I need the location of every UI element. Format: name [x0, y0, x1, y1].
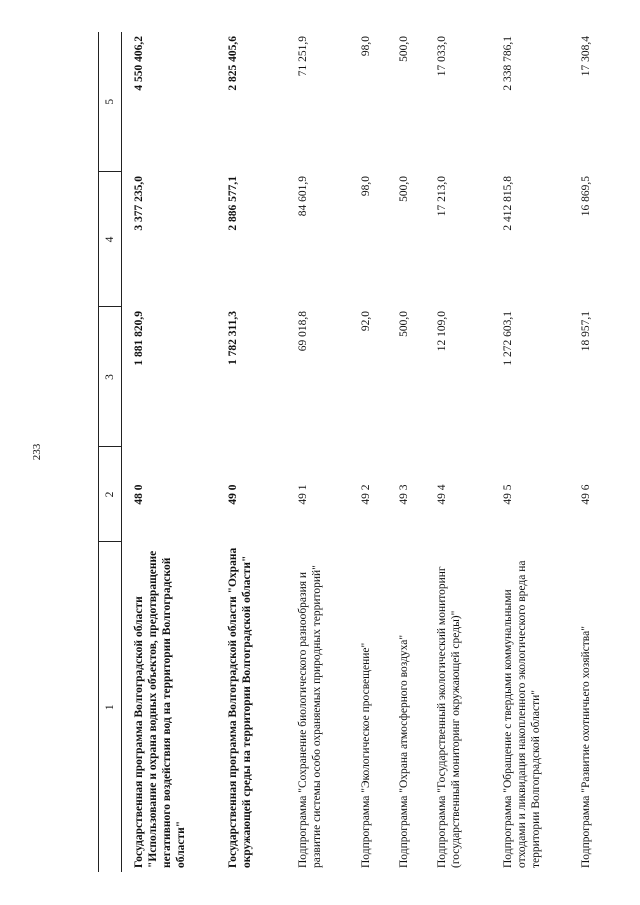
budget-table	[98, 32, 609, 872]
table-header-row	[99, 32, 122, 872]
header-col-1: 1	[99, 542, 122, 872]
subprogram-name: Подпрограмма "Охрана атмосферного воздуха"	[398, 634, 410, 868]
amount-col-5: 2 338 786,1	[502, 36, 514, 91]
budget-table-container	[98, 32, 592, 872]
header-col-5: 5	[99, 32, 122, 172]
amount-col-5: 17 308,4	[580, 36, 592, 77]
subprogram-code: 49 4	[436, 484, 448, 505]
table-row	[122, 32, 219, 872]
amount-col-5: 500,0	[398, 36, 410, 62]
subprogram-name: Подпрограмма "Обращение с твердыми коммунальными отходами и ликвидация накопленного экологического вреда на территории Волгоградской области"	[502, 560, 542, 868]
subprogram-code: 49 3	[398, 484, 410, 505]
amount-col-5: 71 251,9	[297, 36, 309, 77]
amount-col-5: 98,0	[360, 36, 372, 57]
amount-col-3: 1 881 820,9	[133, 311, 145, 366]
amount-col-4: 2 412 815,8	[502, 176, 514, 231]
amount-col-4: 16 869,5	[580, 176, 592, 217]
subprogram-name: Подпрограмма "Государственный экологический мониторинг (государственный мониторинг окружающей среды)"	[436, 566, 462, 868]
page-number: 233	[31, 443, 43, 461]
table-row	[351, 32, 389, 872]
amount-col-3: 1 272 603,1	[502, 311, 514, 366]
header-col-3: 3	[99, 307, 122, 447]
amount-col-3: 69 018,8	[297, 311, 309, 352]
table-row	[389, 32, 427, 872]
amount-col-4: 98,0	[360, 176, 372, 197]
subprogram-name: Подпрограмма "Сохранение биологического разнообразия и развитие системы особо охраняемых природных территорий"	[297, 565, 323, 868]
amount-col-4: 3 377 235,0	[133, 176, 145, 231]
amount-col-4: 84 601,9	[297, 176, 309, 217]
program-code: 49 0	[227, 484, 239, 505]
amount-col-4: 17 213,0	[436, 176, 448, 217]
table-row	[218, 32, 288, 872]
table-row	[288, 32, 351, 872]
amount-col-3: 500,0	[398, 311, 410, 337]
table-row	[493, 32, 571, 872]
program-name: Государственная программа Волгоградской области "Охрана окружающей среды на территории Волгоградской области"	[227, 547, 253, 868]
table-row	[571, 32, 609, 872]
subprogram-code: 49 6	[580, 484, 592, 505]
subprogram-code: 49 5	[502, 484, 514, 505]
amount-col-3: 18 957,1	[580, 311, 592, 352]
amount-col-4: 500,0	[398, 176, 410, 202]
amount-col-5: 4 550 406,2	[133, 36, 145, 91]
subprogram-name: Подпрограмма "Экологическое просвещение"	[360, 642, 372, 868]
header-col-4: 4	[99, 172, 122, 307]
program-code: 48 0	[133, 484, 145, 505]
amount-col-3: 92,0	[360, 311, 372, 332]
subprogram-name: Подпрограмма "Развитие охотничьего хозяйства"	[580, 626, 592, 868]
amount-col-5: 17 033,0	[436, 36, 448, 77]
table-row	[427, 32, 493, 872]
amount-col-3: 12 109,0	[436, 311, 448, 352]
amount-col-4: 2 886 577,1	[227, 176, 239, 231]
amount-col-5: 2 825 405,6	[227, 36, 239, 91]
amount-col-3: 1 782 311,3	[227, 311, 239, 365]
program-name: Государственная программа Волгоградской области "Использование и охрана водных объектов, предотвращение негативного воздействия вод на территории Волгоградской области"	[133, 550, 187, 868]
subprogram-code: 49 2	[360, 484, 372, 505]
subprogram-code: 49 1	[297, 484, 309, 505]
header-col-2: 2	[99, 447, 122, 542]
